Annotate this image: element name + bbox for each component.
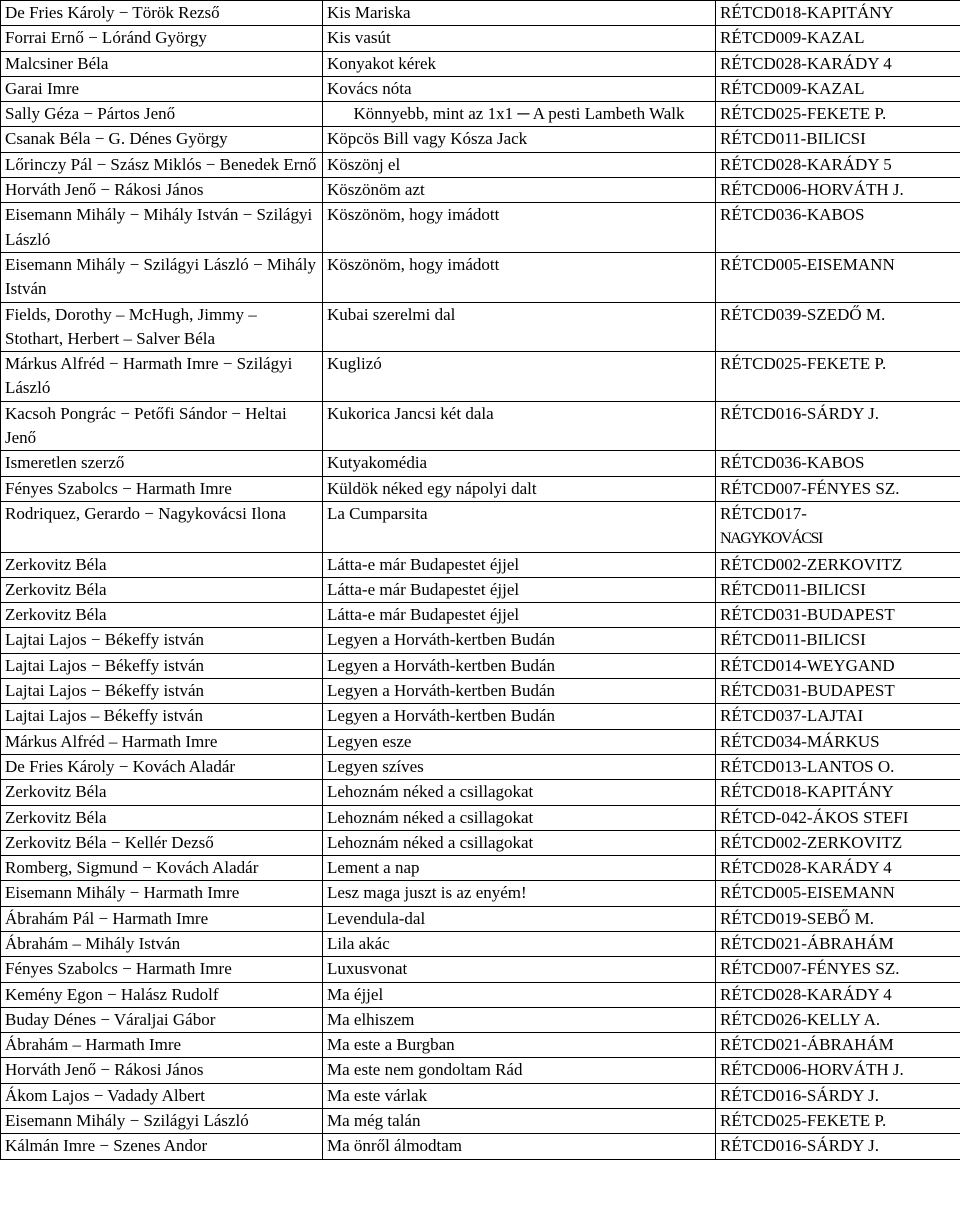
- title-cell: Köpcös Bill vagy Kósza Jack: [323, 127, 716, 152]
- title-cell: Legyen a Horváth-kertben Budán: [323, 653, 716, 678]
- catalog-code-cell: [716, 76, 960, 101]
- catalog-code: RÉTCD002-ZERKOVITZ: [720, 832, 903, 852]
- catalog-code: RÉTCD036-KABOS: [720, 453, 865, 473]
- catalog-code-cell: [716, 603, 960, 628]
- author-cell: Fényes Szabolcs − Harmath Imre: [1, 476, 323, 501]
- author-cell: Márkus Alfréd – Harmath Imre: [1, 729, 323, 754]
- table-row: [1, 451, 960, 476]
- author-cell: Ákom Lajos − Vadady Albert: [1, 1083, 323, 1108]
- author-cell: De Fries Károly − Török Rezső: [1, 1, 323, 26]
- title-cell: Kovács nóta: [323, 76, 716, 101]
- title-cell: Lement a nap: [323, 856, 716, 881]
- title-cell: Kukorica Jancsi két dala: [323, 401, 716, 451]
- title-cell: Luxusvonat: [323, 957, 716, 982]
- table-row: [1, 102, 960, 127]
- title-cell: Legyen esze: [323, 729, 716, 754]
- table-row: [1, 501, 960, 552]
- author-cell: Kacsoh Pongrác − Petőfi Sándor − Heltai Jenő: [1, 401, 323, 451]
- table-row: [1, 1033, 960, 1058]
- title-cell: Konyakot kérek: [323, 51, 716, 76]
- author-cell: Ábrahám Pál − Harmath Imre: [1, 906, 323, 931]
- author-cell: Eisemann Mihály − Szilágyi László − Mihály István: [1, 252, 323, 302]
- catalog-code: RÉTCD037-LAJTAI: [720, 706, 864, 726]
- table-row: [1, 906, 960, 931]
- catalog-code-cell: [716, 252, 960, 302]
- catalog-code: RÉTCD009-KAZAL: [720, 78, 865, 98]
- title-cell: Látta-e már Budapestet éjjel: [323, 552, 716, 577]
- catalog-code: RÉTCD028-KARÁDY 4: [720, 858, 892, 878]
- catalog-code: RÉTCD011-BILICSI: [720, 579, 866, 599]
- catalog-code-cell: [716, 1058, 960, 1083]
- title-cell: Látta-e már Budapestet éjjel: [323, 603, 716, 628]
- title-cell: Lila akác: [323, 931, 716, 956]
- author-cell: Lajtai Lajos − Békeffy istván: [1, 653, 323, 678]
- author-cell: Kálmán Imre − Szenes Andor: [1, 1134, 323, 1159]
- table-row: [1, 856, 960, 881]
- table-row: [1, 628, 960, 653]
- catalog-code-cell: [716, 830, 960, 855]
- catalog-code-cell: [716, 577, 960, 602]
- table-row: [1, 352, 960, 402]
- title-cell: Ma este a Burgban: [323, 1033, 716, 1058]
- title-cell: Küldök néked egy nápolyi dalt: [323, 476, 716, 501]
- catalog-code: RÉTCD006-HORVÁTH J.: [720, 180, 904, 200]
- table-row: [1, 881, 960, 906]
- catalog-code: RÉTCD-042-ÁKOS STEFI: [720, 807, 909, 827]
- catalog-code: RÉTCD028-KARÁDY 4: [720, 984, 892, 1004]
- catalog-code-cell: [716, 881, 960, 906]
- table-row: [1, 51, 960, 76]
- catalog-code-cell: [716, 451, 960, 476]
- author-cell: Eisemann Mihály − Harmath Imre: [1, 881, 323, 906]
- title-cell: Legyen a Horváth-kertben Budán: [323, 704, 716, 729]
- catalog-code-cell: [716, 401, 960, 451]
- catalog-code: RÉTCD039-SZEDŐ M.: [720, 304, 886, 324]
- catalog-code-cell: [716, 152, 960, 177]
- catalog-code-cell: [716, 1134, 960, 1159]
- table-row: [1, 704, 960, 729]
- catalog-code-cell: [716, 1083, 960, 1108]
- author-cell: Lajtai Lajos – Békeffy istván: [1, 704, 323, 729]
- title-cell: Legyen a Horváth-kertben Budán: [323, 628, 716, 653]
- table-row: [1, 552, 960, 577]
- table-row: [1, 729, 960, 754]
- author-cell: Ábrahám – Mihály István: [1, 931, 323, 956]
- author-cell: Romberg, Sigmund − Kovách Aladár: [1, 856, 323, 881]
- catalog-code-cell: [716, 704, 960, 729]
- title-cell: Lehoznám néked a csillagokat: [323, 805, 716, 830]
- title-cell: Ma este nem gondoltam Rád: [323, 1058, 716, 1083]
- table-row: [1, 931, 960, 956]
- catalog-code: RÉTCD026-KELLY A.: [720, 1009, 881, 1029]
- catalog-code: RÉTCD031-BUDAPEST: [720, 605, 895, 625]
- catalog-code-cell: [716, 102, 960, 127]
- title-cell: Kutyakomédia: [323, 451, 716, 476]
- table-row: [1, 957, 960, 982]
- author-cell: Buday Dénes − Váraljai Gábor: [1, 1007, 323, 1032]
- author-cell: Zerkovitz Béla: [1, 577, 323, 602]
- title-cell: Lehoznám néked a csillagokat: [323, 780, 716, 805]
- catalog-code-cell: [716, 957, 960, 982]
- author-cell: De Fries Károly − Kovách Aladár: [1, 754, 323, 779]
- author-cell: Garai Imre: [1, 76, 323, 101]
- title-cell: Látta-e már Budapestet éjjel: [323, 577, 716, 602]
- title-cell: Lesz maga juszt is az enyém!: [323, 881, 716, 906]
- catalog-code: RÉTCD006-HORVÁTH J.: [720, 1060, 904, 1080]
- catalog-code-cell: [716, 780, 960, 805]
- author-cell: Malcsiner Béla: [1, 51, 323, 76]
- table-row: [1, 302, 960, 352]
- author-cell: Lajtai Lajos − Békeffy istván: [1, 679, 323, 704]
- catalog-code: RÉTCD013-LANTOS O.: [720, 756, 895, 776]
- catalog-code: RÉTCD002-ZERKOVITZ: [720, 554, 903, 574]
- table-row: [1, 780, 960, 805]
- title-cell: Kubai szerelmi dal: [323, 302, 716, 352]
- catalog-code: RÉTCD028-KARÁDY 5: [720, 154, 892, 174]
- table-row: [1, 982, 960, 1007]
- catalog-code: RÉTCD007-FÉNYES SZ.: [720, 478, 900, 498]
- author-cell: Ismeretlen szerző: [1, 451, 323, 476]
- table-row: [1, 1083, 960, 1108]
- catalog-code-cell: [716, 127, 960, 152]
- catalog-code: RÉTCD018-KAPITÁNY: [720, 3, 894, 22]
- title-cell: Köszönöm azt: [323, 178, 716, 203]
- author-cell: Sally Géza − Pártos Jenő: [1, 102, 323, 127]
- catalog-code-cell: [716, 501, 960, 552]
- catalog-code-cell: [716, 653, 960, 678]
- title-cell: Köszönöm, hogy imádott: [323, 252, 716, 302]
- table-row: [1, 401, 960, 451]
- author-cell: Fényes Szabolcs − Harmath Imre: [1, 957, 323, 982]
- table-row: [1, 476, 960, 501]
- table-row: [1, 603, 960, 628]
- catalog-code-cell: [716, 628, 960, 653]
- catalog-code-cell: [716, 856, 960, 881]
- catalog-code-cell: [716, 51, 960, 76]
- catalog-code: RÉTCD034-MÁRKUS: [720, 731, 880, 751]
- catalog-code-cell: [716, 476, 960, 501]
- catalog-code-cell: [716, 552, 960, 577]
- author-cell: Kemény Egon − Halász Rudolf: [1, 982, 323, 1007]
- table-row: [1, 127, 960, 152]
- table-row: [1, 178, 960, 203]
- catalog-code: RÉTCD011-BILICSI: [720, 630, 866, 650]
- author-cell: Fields, Dorothy – McHugh, Jimmy – Stothart, Herbert – Salver Béla: [1, 302, 323, 352]
- title-cell: Legyen szíves: [323, 754, 716, 779]
- title-cell: Kis vasút: [323, 26, 716, 51]
- table-row: [1, 152, 960, 177]
- catalog-code: RÉTCD016-SÁRDY J.: [720, 1136, 879, 1156]
- table-row: [1, 653, 960, 678]
- author-cell: Horváth Jenő − Rákosi János: [1, 178, 323, 203]
- title-cell: Lehoznám néked a csillagokat: [323, 830, 716, 855]
- catalog-code-cell: [716, 906, 960, 931]
- author-cell: Eisemann Mihály − Szilágyi László: [1, 1109, 323, 1134]
- table-row: [1, 754, 960, 779]
- catalog-code: RÉTCD021-ÁBRAHÁM: [720, 1035, 894, 1055]
- catalog-code: RÉTCD036-KABOS: [720, 205, 865, 225]
- author-cell: Lajtai Lajos − Békeffy istván: [1, 628, 323, 653]
- title-cell: Legyen a Horváth-kertben Budán: [323, 679, 716, 704]
- table-row: [1, 1007, 960, 1032]
- author-cell: Zerkovitz Béla − Kellér Dezső: [1, 830, 323, 855]
- song-table-body: [1, 1, 960, 1160]
- title-cell: Könnyebb, mint az 1x1 ─ A pesti Lambeth Walk: [323, 102, 716, 127]
- author-cell: Zerkovitz Béla: [1, 603, 323, 628]
- catalog-code-cell: [716, 931, 960, 956]
- title-cell: Kuglizó: [323, 352, 716, 402]
- title-cell: Levendula-dal: [323, 906, 716, 931]
- catalog-code: RÉTCD028-KARÁDY 4: [720, 53, 892, 73]
- table-row: [1, 76, 960, 101]
- title-cell: Ma éjjel: [323, 982, 716, 1007]
- table-row: [1, 203, 960, 253]
- author-cell: Zerkovitz Béla: [1, 780, 323, 805]
- table-row: [1, 252, 960, 302]
- catalog-code-cell: [716, 352, 960, 402]
- author-cell: Zerkovitz Béla: [1, 805, 323, 830]
- title-cell: Kis Mariska: [323, 1, 716, 26]
- table-row: [1, 805, 960, 830]
- catalog-code: RÉTCD016-SÁRDY J.: [720, 1085, 879, 1105]
- table-row: [1, 1109, 960, 1134]
- catalog-code-cell: [716, 805, 960, 830]
- catalog-code-cell: [716, 26, 960, 51]
- catalog-code-cell: [716, 729, 960, 754]
- table-row: [1, 1058, 960, 1083]
- title-cell: Ma még talán: [323, 1109, 716, 1134]
- author-cell: Rodriquez, Gerardo − Nagykovácsi Ilona: [1, 501, 323, 552]
- title-cell: La Cumparsita: [323, 501, 716, 552]
- catalog-code: RÉTCD025-FEKETE P.: [720, 1111, 887, 1131]
- catalog-code: RÉTCD016-SÁRDY J.: [720, 403, 879, 423]
- catalog-code: RÉTCD025-FEKETE P.: [720, 104, 887, 124]
- table-row: [1, 577, 960, 602]
- catalog-code: RÉTCD017-: [720, 503, 807, 523]
- catalog-code: RÉTCD021-ÁBRAHÁM: [720, 933, 894, 953]
- author-cell: Eisemann Mihály − Mihály István − Szilágyi László: [1, 203, 323, 253]
- title-cell: Köszönöm, hogy imádott: [323, 203, 716, 253]
- catalog-code-cell: [716, 982, 960, 1007]
- catalog-code-cell: [716, 754, 960, 779]
- catalog-code: RÉTCD025-FEKETE P.: [720, 354, 887, 374]
- catalog-code: RÉTCD005-EISEMANN: [720, 883, 895, 903]
- title-cell: Köszönj el: [323, 152, 716, 177]
- author-cell: Forrai Ernő − Lóránd György: [1, 26, 323, 51]
- catalog-code: RÉTCD018-KAPITÁNY: [720, 782, 894, 802]
- catalog-code-cell: [716, 1033, 960, 1058]
- title-cell: Ma este várlak: [323, 1083, 716, 1108]
- catalog-code-cell: [716, 203, 960, 253]
- table-row: [1, 679, 960, 704]
- title-cell: Ma önről álmodtam: [323, 1134, 716, 1159]
- catalog-code-cell: [716, 679, 960, 704]
- author-cell: Horváth Jenő − Rákosi János: [1, 1058, 323, 1083]
- catalog-code: RÉTCD005-EISEMANN: [720, 254, 895, 274]
- catalog-code-cell: [716, 1007, 960, 1032]
- catalog-code-cell: [716, 178, 960, 203]
- catalog-code: RÉTCD014-WEYGAND: [720, 655, 895, 675]
- table-row: [1, 1134, 960, 1159]
- author-cell: Zerkovitz Béla: [1, 552, 323, 577]
- catalog-code-cell: [716, 302, 960, 352]
- table-row: [1, 830, 960, 855]
- catalog-code: RÉTCD031-BUDAPEST: [720, 681, 895, 701]
- author-cell: Ábrahám – Harmath Imre: [1, 1033, 323, 1058]
- catalog-code-cell: [716, 1109, 960, 1134]
- table-row: [1, 1, 960, 26]
- author-cell: Márkus Alfréd − Harmath Imre − Szilágyi László: [1, 352, 323, 402]
- catalog-code: RÉTCD019-SEBŐ M.: [720, 908, 874, 928]
- catalog-code: RÉTCD009-KAZAL: [720, 28, 865, 48]
- catalog-code: RÉTCD007-FÉNYES SZ.: [720, 959, 900, 979]
- catalog-code-continued: NAGYKOVÁCSI: [720, 530, 822, 548]
- catalog-code: RÉTCD011-BILICSI: [720, 129, 866, 149]
- table-row: [1, 26, 960, 51]
- catalog-code-cell: [716, 1, 960, 26]
- author-cell: Lőrinczy Pál − Szász Miklós − Benedek Ernő: [1, 152, 323, 177]
- title-cell: Ma elhiszem: [323, 1007, 716, 1032]
- author-cell: Csanak Béla − G. Dénes György: [1, 127, 323, 152]
